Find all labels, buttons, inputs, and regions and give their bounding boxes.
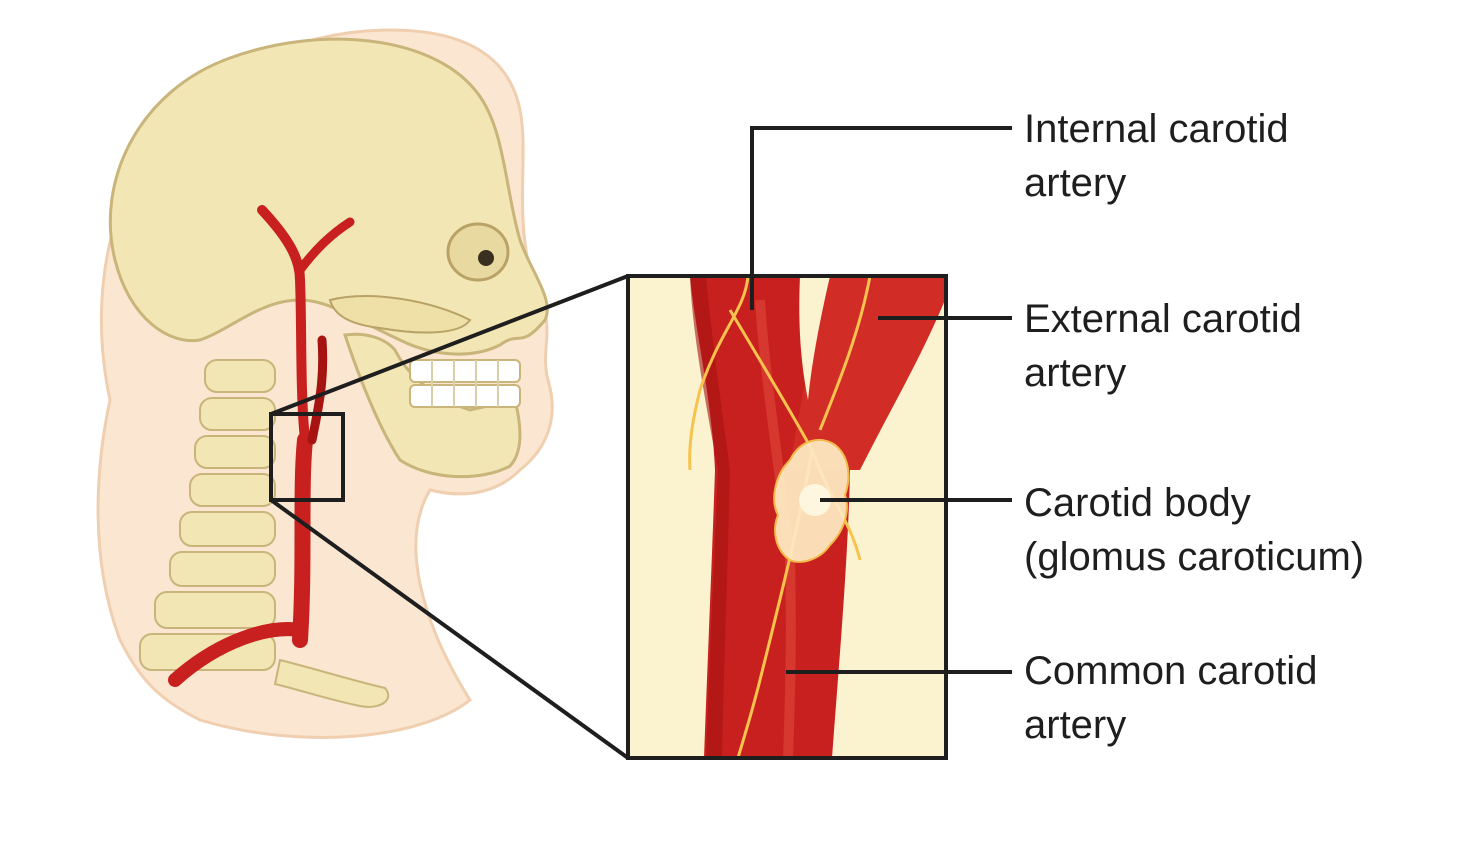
eye-orbit — [448, 224, 508, 280]
label-common-line2: artery — [1024, 703, 1127, 747]
label-body-line2: (glomus caroticum) — [1024, 535, 1365, 579]
label-body-line1: Carotid body — [1024, 481, 1251, 525]
label-internal-line1: Internal carotid — [1024, 107, 1289, 151]
label-internal-carotid-artery — [1024, 102, 1289, 210]
inset-panel — [628, 276, 946, 758]
label-common-line1: Common carotid — [1024, 649, 1318, 693]
label-common-carotid-artery — [1024, 644, 1317, 752]
label-internal-line2: artery — [1024, 161, 1127, 205]
label-external-carotid-artery — [1024, 292, 1302, 400]
label-carotid-body — [1024, 476, 1364, 584]
label-external-line2: artery — [1024, 351, 1127, 395]
label-external-line1: External carotid — [1024, 297, 1302, 341]
